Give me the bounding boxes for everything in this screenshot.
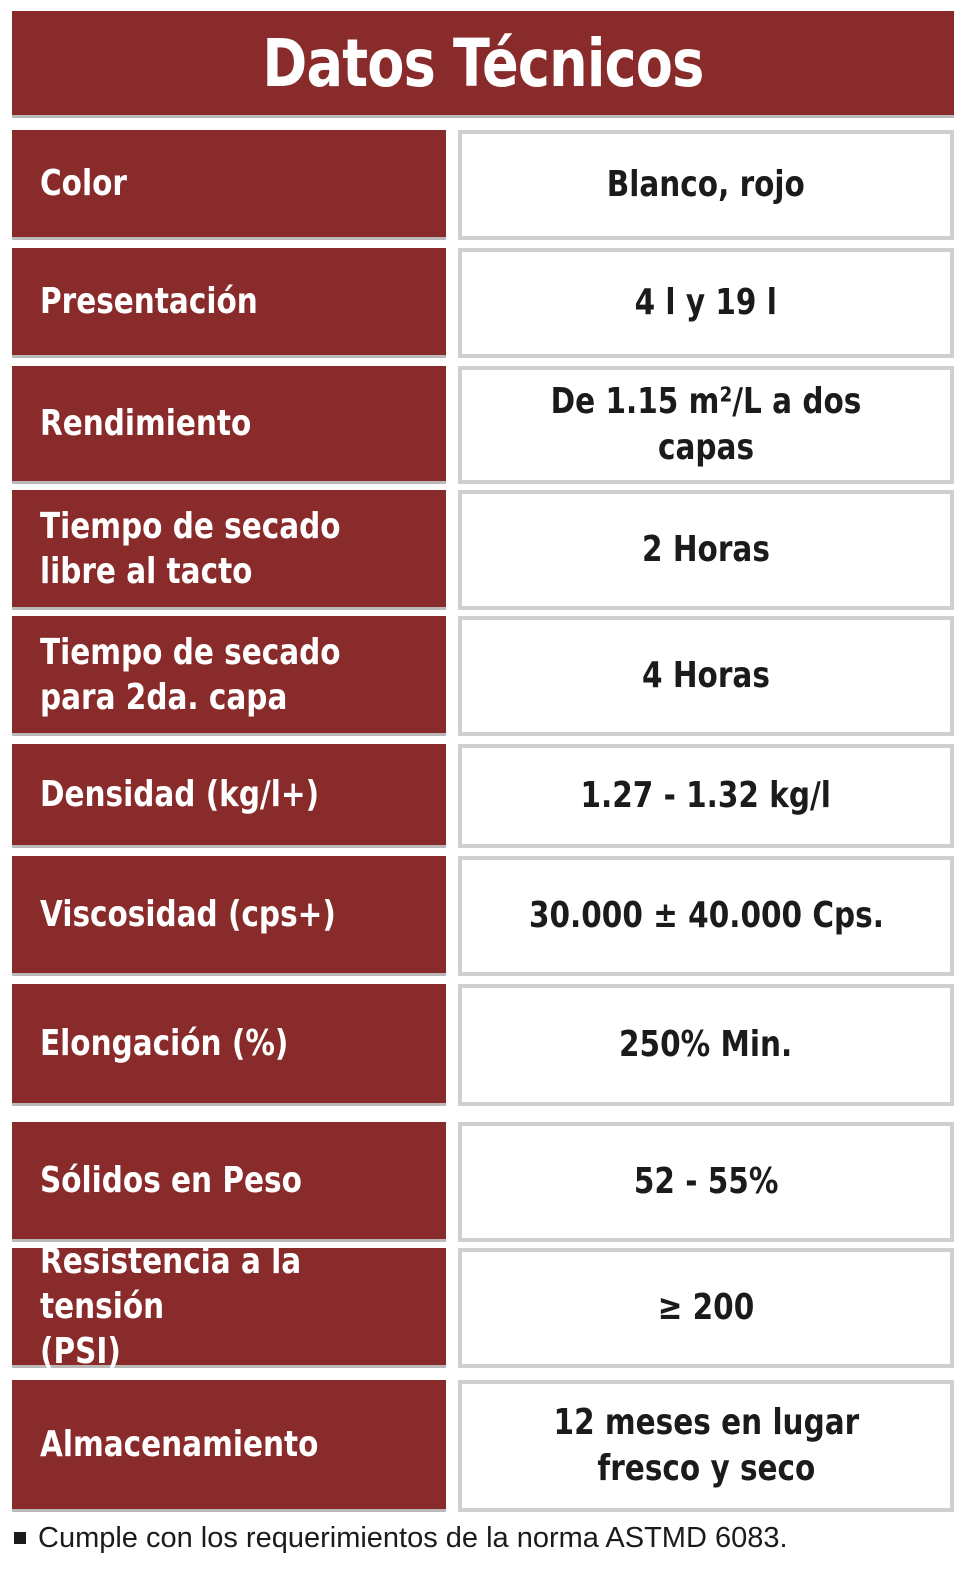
spec-label: Rendimiento <box>40 403 252 444</box>
spec-row-elongacion <box>12 984 954 1106</box>
spec-label: Tiempo de secado libre al tacto <box>40 505 341 592</box>
spec-label: Densidad (kg/l+) <box>40 774 320 815</box>
spec-value: 250% Min. <box>619 1024 793 1065</box>
spec-value-cell <box>458 616 954 736</box>
spec-row-densidad <box>12 744 954 848</box>
spec-value-cell <box>458 1380 954 1512</box>
spec-label-cell <box>12 744 446 848</box>
spec-value-cell <box>458 984 954 1106</box>
footnote <box>14 1518 788 1558</box>
spec-label: Presentación <box>40 281 258 322</box>
spec-row-viscosidad <box>12 856 954 976</box>
spec-value: 4 l y 19 l <box>634 282 778 323</box>
spec-row-rendimiento <box>12 366 954 484</box>
spec-value-cell <box>458 490 954 610</box>
spec-label-cell <box>12 1241 446 1372</box>
page-title: Datos Técnicos <box>262 24 704 102</box>
spec-label-cell <box>12 984 446 1106</box>
spec-row-resistencia <box>12 1241 954 1372</box>
spec-value: De 1.15 m²/L a dos capas <box>550 381 862 468</box>
spec-label-cell <box>12 1380 446 1512</box>
spec-value-cell <box>458 248 954 358</box>
spec-label-cell <box>12 1122 446 1242</box>
spec-label: Color <box>40 163 127 204</box>
spec-value-cell <box>458 744 954 848</box>
spec-row-solidos <box>12 1122 954 1242</box>
spec-value: 52 - 55% <box>633 1161 779 1202</box>
spec-value-cell <box>458 856 954 976</box>
spec-label-cell <box>12 366 446 484</box>
spec-value-cell <box>458 1122 954 1242</box>
spec-value: ≥ 200 <box>657 1287 755 1328</box>
spec-row-presentacion <box>12 248 954 358</box>
spec-label-cell <box>12 130 446 240</box>
spec-label-cell <box>12 490 446 610</box>
spec-row-tiempo-secado-tacto <box>12 490 954 610</box>
spec-label: Almacenamiento <box>40 1424 319 1465</box>
spec-label-cell <box>12 616 446 736</box>
spec-row-tiempo-secado-capa <box>12 616 954 736</box>
footnote-text: Cumple con los requerimientos de la norma ASTMD 6083. <box>38 1521 788 1554</box>
spec-label-cell <box>12 856 446 976</box>
spec-value: 1.27 - 1.32 kg/l <box>580 775 832 816</box>
spec-value-cell <box>458 1248 954 1368</box>
spec-label: Resistencia a la tensión (PSI) <box>40 1241 302 1372</box>
spec-label-cell <box>12 248 446 358</box>
spec-label: Sólidos en Peso <box>40 1160 302 1201</box>
square-bullet-icon <box>14 1532 26 1544</box>
spec-value: 12 meses en lugar fresco y seco <box>553 1402 859 1489</box>
spec-value: 2 Horas <box>642 529 770 570</box>
spec-row-almacenamiento <box>12 1380 954 1512</box>
title-banner <box>12 11 954 118</box>
spec-row-color <box>12 130 954 240</box>
spec-value: 30.000 ± 40.000 Cps. <box>528 895 884 936</box>
spec-label: Tiempo de secado para 2da. capa <box>40 631 341 718</box>
spec-label: Elongación (%) <box>40 1023 289 1064</box>
spec-value: 4 Horas <box>642 655 770 696</box>
spec-value: Blanco, rojo <box>606 164 806 205</box>
spec-label: Viscosidad (cps+) <box>40 894 336 935</box>
spec-value-cell <box>458 366 954 484</box>
spec-value-cell <box>458 130 954 240</box>
